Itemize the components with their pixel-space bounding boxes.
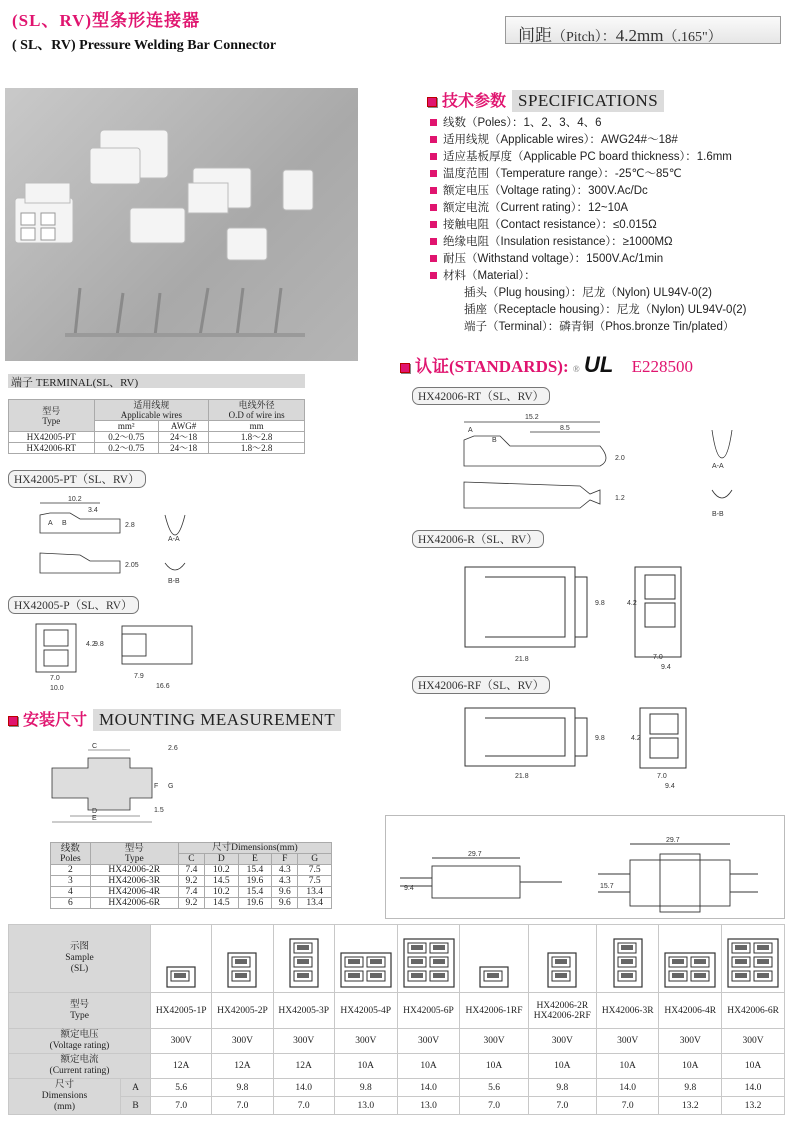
type-cell: HX42005-2P	[212, 993, 273, 1029]
terminal-table: 型号 Type 适用线规 Applicable wires 电线外径 O.D of wire ins mm² AWG# mm HX42005-PT 0.2～0.75 24～18 1.8～2.8 HX42006-RT 0.2～0.75 24～18 1.8～2.8	[8, 399, 305, 454]
current-cell: 10A	[722, 1054, 785, 1079]
rt-drawing	[450, 410, 750, 520]
connector-sample-icon	[479, 966, 509, 988]
connector-sample-icon	[166, 966, 196, 988]
current-cell: 10A	[596, 1054, 658, 1079]
dim-label: 7.0	[50, 675, 60, 682]
dim-label: 2.8	[125, 522, 135, 529]
dim_a-cell: 14.0	[397, 1079, 460, 1097]
registered-mark: ®	[572, 364, 580, 374]
page-subtitle: ( SL、RV) Pressure Welding Bar Connector	[12, 38, 277, 53]
dim_a-cell: 14.0	[722, 1079, 785, 1097]
voltage-cell: 300V	[528, 1029, 596, 1054]
dim-label: B-B	[712, 511, 724, 518]
voltage-cell: 300V	[151, 1029, 212, 1054]
dim-label: 15.7	[600, 883, 614, 890]
pitch-value: 4.2mm	[615, 26, 664, 45]
dim_a-cell: 9.8	[334, 1079, 397, 1097]
voltage-cell: 300V	[273, 1029, 334, 1054]
type-cell: HX42005-6P	[397, 993, 460, 1029]
dim-label: 10.2	[68, 496, 82, 503]
dim-label: 16.6	[156, 683, 170, 690]
dim-label: D	[92, 808, 98, 815]
specs-heading-en: SPECIFICATIONS	[512, 90, 664, 112]
dim-label: 1.5	[154, 807, 164, 814]
dim-label: 3.4	[88, 507, 98, 514]
pitch-box	[505, 16, 781, 44]
dim_a-cell: 5.6	[460, 1079, 528, 1097]
table-row: HX42006-RT 0.2～0.75 24～18 1.8～2.8	[9, 443, 305, 454]
dim_b-cell: 7.0	[460, 1097, 528, 1115]
dim-label: A	[468, 427, 473, 434]
connector-sample-icon	[727, 938, 779, 988]
spec-item: 绝缘电阻（Insulation resistance）：≥1000MΩ	[430, 234, 785, 251]
dim_b-cell: 13.0	[397, 1097, 460, 1115]
pt-drawing	[30, 495, 200, 585]
dim-label: G	[168, 783, 174, 790]
table-row: 4 HX42006-4R 7.4 10.2 15.4 9.6 13.4	[51, 887, 332, 898]
mounting-table: 线数 Poles 型号 Type 尺寸Dimensions(mm) C D E F G 2 HX42006-2R 7.4 10.2 15.4 4.3 7.5 3 HX42006-3R 9.2 14.5 19.6 4.3 7.5 4 HX42006-4R 7.4 10.2 15.4 9.6 13.4 6 HX42006-6R 9.2 14.5 19.6 9.6 13.4	[50, 842, 332, 909]
table-row: 2 HX42006-2R 7.4 10.2 15.4 4.3 7.5	[51, 865, 332, 876]
connector-sample-icon	[664, 952, 716, 988]
label-pt: HX42005-PT（SL、RV）	[8, 470, 146, 488]
dim-label: 4.2	[631, 735, 641, 742]
current-cell: 10A	[528, 1054, 596, 1079]
spec-item: 温度范围（Temperature range）：-25℃～85℃	[430, 166, 785, 183]
type-cell: HX42006-4R	[659, 993, 722, 1029]
type-cell: HX42006-6R	[722, 993, 785, 1029]
pitch-en: （Pitch）：	[552, 30, 616, 45]
assembly-drawing	[386, 816, 786, 920]
spec-item: 耐压（Withstand voltage）：1500V.Ac/1min	[430, 251, 785, 268]
type-cell: HX42006-2R HX42006-2RF	[528, 993, 596, 1029]
connector-sample-icon	[340, 952, 392, 988]
mounting-heading-en: MOUNTING MEASUREMENT	[93, 709, 341, 731]
dim_b-cell: 7.0	[273, 1097, 334, 1115]
dim_a-cell: 9.8	[528, 1079, 596, 1097]
spec-item: 适应基板厚度（Applicable PC board thickness）：1.6mm	[430, 149, 785, 166]
voltage-cell: 300V	[460, 1029, 528, 1054]
standards	[400, 352, 693, 378]
label-rf: HX42006-RF（SL、RV）	[412, 676, 550, 694]
dim_b-cell: 7.0	[151, 1097, 212, 1115]
dim_b-cell: 7.0	[596, 1097, 658, 1115]
dim_a-cell: 14.0	[596, 1079, 658, 1097]
r-drawing	[455, 555, 705, 675]
dim-label: A-A	[168, 536, 180, 543]
current-cell: 12A	[212, 1054, 273, 1079]
models-table: 示图 Sample (SL) 型号 Type HX42005-1P HX42005-2P HX42005-3P HX42005-4P HX42005-6P HX42006-1RF HX42006-2R HX42006-2RF HX42006-3R HX42006-4R HX42006-6R 额定电压 (Voltage rating) 300V 300V 300V 300V 300V 300V 300V 300V 300V 300V 额定电流 (Current rating) 12A 12A 12A 10A 10A 10A 10A 10A 10A 10A 尺寸 Dimensions (mm) A 5.6 9.8 14.0 9.8 14.0 5.6 9.8 14.0 9.8 14.0 B 7.0 7.0 7.0 13.0 13.0 7.0 7.0 7.0 13.2 13.2	[8, 924, 785, 1115]
connector-sample-icon	[227, 952, 257, 988]
dim-label: 4.2	[86, 641, 96, 648]
dim-label: 9.8	[595, 735, 605, 742]
dim-label: 7.0	[653, 654, 663, 661]
connector-sample-icon	[403, 938, 455, 988]
label-p: HX42005-P（SL、RV）	[8, 596, 139, 614]
pitch-inch: （.165"）	[663, 30, 722, 45]
dim-label: 15.2	[525, 414, 539, 421]
table-row: 6 HX42006-6R 9.2 14.5 19.6 9.6 13.4	[51, 898, 332, 909]
specs-heading	[427, 88, 664, 112]
mounting-heading	[8, 707, 341, 731]
spec-item: 材料（Material）：	[430, 268, 785, 285]
voltage-cell: 300V	[722, 1029, 785, 1054]
spec-item: 额定电压（Voltage rating）：300V.Ac/Dc	[430, 183, 785, 200]
type-cell: HX42005-1P	[151, 993, 212, 1029]
connector-photo-graphic	[5, 88, 358, 361]
page-title: (SL、RV)型条形连接器	[12, 11, 201, 30]
voltage-cell: 300V	[596, 1029, 658, 1054]
square-bullet-icon	[8, 716, 18, 726]
terminal-heading: 端子 TERMINAL(SL、RV)	[8, 374, 305, 388]
dim_a-cell: 5.6	[151, 1079, 212, 1097]
connector-sample-icon	[613, 938, 643, 988]
dim_a-cell: 14.0	[273, 1079, 334, 1097]
square-bullet-icon	[400, 363, 410, 373]
dim-label: A	[48, 520, 53, 527]
label-r: HX42006-R（SL、RV）	[412, 530, 544, 548]
pitch-cn: 间距	[518, 26, 552, 45]
square-bullet-icon	[427, 97, 437, 107]
dim_b-cell: 13.2	[722, 1097, 785, 1115]
dim-label: B	[492, 437, 497, 444]
type-cell: HX42006-3R	[596, 993, 658, 1029]
table-row: 3 HX42006-3R 9.2 14.5 19.6 4.3 7.5	[51, 876, 332, 887]
dim-label: 2.0	[615, 455, 625, 462]
mounting-heading-cn: 安装尺寸	[23, 712, 88, 729]
table-row: HX42005-PT 0.2～0.75 24～18 1.8～2.8	[9, 432, 305, 443]
dim-label: E	[92, 815, 97, 822]
dim-label: 9.4	[661, 664, 671, 671]
mounting-drawing	[40, 738, 190, 828]
spec-list	[430, 115, 785, 336]
ul-number: E228500	[631, 357, 693, 376]
rf-drawing	[455, 700, 705, 795]
dim-label: 2.05	[125, 562, 139, 569]
material-item: 插头（Plug housing）：尼龙（Nylon) UL94V-0(2)	[464, 287, 712, 299]
connector-sample-icon	[547, 952, 577, 988]
dim-label: B-B	[168, 578, 180, 585]
dim-label: B	[62, 520, 67, 527]
spec-item: 接触电阻（Contact resistance）：≤0.015Ω	[430, 217, 785, 234]
voltage-cell: 300V	[334, 1029, 397, 1054]
dim-label: 1.2	[615, 495, 625, 502]
current-cell: 10A	[659, 1054, 722, 1079]
type-cell: HX42006-1RF	[460, 993, 528, 1029]
current-cell: 12A	[273, 1054, 334, 1079]
current-cell: 10A	[460, 1054, 528, 1079]
dim-label: 29.7	[468, 851, 482, 858]
dim-label: F	[154, 783, 159, 790]
ul-logo: UL	[583, 352, 614, 377]
dim_b-cell: 13.2	[659, 1097, 722, 1115]
current-cell: 12A	[151, 1054, 212, 1079]
dim-label: C	[92, 743, 98, 750]
material-item: 插座（Receptacle housing）：尼龙（Nylon) UL94V-0(2)	[464, 304, 747, 316]
p-drawing	[30, 620, 190, 692]
dim-label: 2.6	[168, 745, 178, 752]
label-rt: HX42006-RT（SL、RV）	[412, 387, 550, 405]
dim_a-cell: 9.8	[212, 1079, 273, 1097]
dim-label: 7.9	[134, 673, 144, 680]
dim-label: 9.4	[665, 783, 675, 790]
dim_b-cell: 7.0	[212, 1097, 273, 1115]
current-cell: 10A	[334, 1054, 397, 1079]
spec-item: 额定电流（Current rating）：12~10A	[430, 200, 785, 217]
dim-label: 29.7	[666, 837, 680, 844]
dim-label: 9.8	[94, 641, 104, 648]
type-cell: HX42005-4P	[334, 993, 397, 1029]
material-item: 端子（Terminal）：磷青铜（Phos.bronze Tin/plated）	[464, 321, 735, 333]
standards-label: 认证(STANDARDS):	[415, 357, 569, 376]
specs-heading-cn: 技术参数	[442, 93, 507, 110]
dim-label: 21.8	[515, 656, 529, 663]
dim-label: 9.4	[404, 885, 414, 892]
spec-item: 线数（Poles）：1、2、3、4、6	[430, 115, 785, 132]
connector-sample-icon	[289, 938, 319, 988]
voltage-cell: 300V	[212, 1029, 273, 1054]
dim-label: 4.2	[627, 600, 637, 607]
voltage-cell: 300V	[397, 1029, 460, 1054]
assembly-box	[385, 815, 785, 919]
dim_a-cell: 9.8	[659, 1079, 722, 1097]
dim-label: 21.8	[515, 773, 529, 780]
spec-item: 适用线规（Applicable wires）：AWG24#～18#	[430, 132, 785, 149]
dim-label: 10.0	[50, 685, 64, 692]
product-photo	[5, 88, 358, 361]
current-cell: 10A	[397, 1054, 460, 1079]
dim_b-cell: 13.0	[334, 1097, 397, 1115]
voltage-cell: 300V	[659, 1029, 722, 1054]
type-cell: HX42005-3P	[273, 993, 334, 1029]
dim-label: 9.8	[595, 600, 605, 607]
dim-label: A-A	[712, 463, 724, 470]
dim_b-cell: 7.0	[528, 1097, 596, 1115]
dim-label: 8.5	[560, 425, 570, 432]
dim-label: 7.0	[657, 773, 667, 780]
